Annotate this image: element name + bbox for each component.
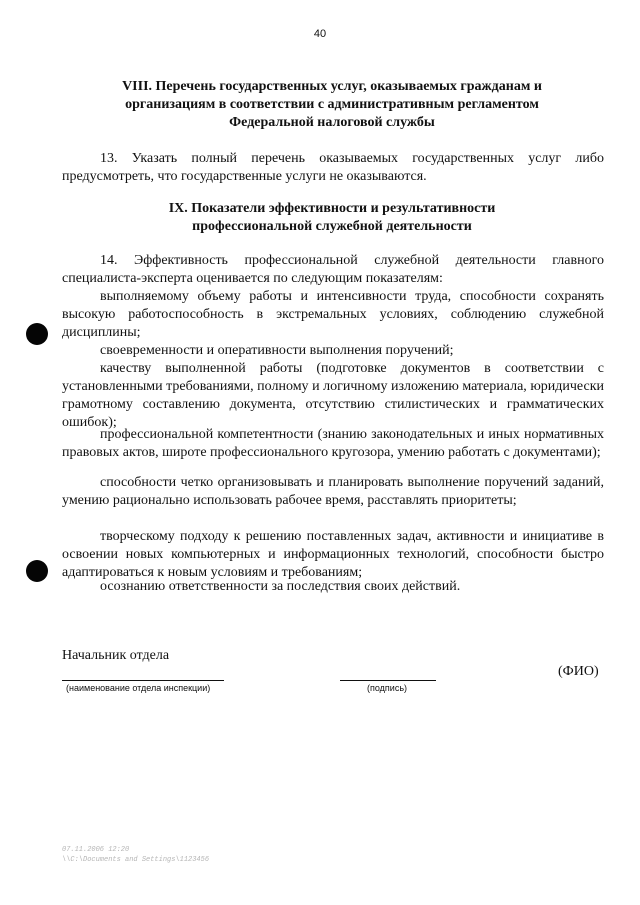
heading-line: Федеральной налоговой службы bbox=[229, 115, 435, 130]
punch-hole bbox=[26, 323, 48, 345]
section-8-heading bbox=[60, 78, 604, 132]
department-caption: (наименование отдела инспекции) bbox=[66, 683, 211, 693]
signature-line bbox=[340, 680, 436, 681]
indicator-paragraph: способности четко организовывать и планировать выполнение поручений заданий, умению рационально использовать рабочее время, расставлять приоритеты; bbox=[62, 475, 604, 508]
signature-title: Начальник отдела bbox=[62, 648, 170, 663]
indicator-paragraph: профессиональной компетентности (знанию законодательных и иных нормативных правовых актов, широте профессионального кругозора, умению работать с документами); bbox=[62, 427, 604, 460]
page-number: 40 bbox=[313, 28, 327, 40]
heading-line: профессиональной служебной деятельности bbox=[192, 219, 472, 234]
indicator-paragraph: творческому подходу к решению поставленных задач, активности и инициативе в освоении новых компьютерных и информационных технологий, способности быстро адаптироваться к новым условиям и требованиям; bbox=[62, 529, 604, 580]
item-14-intro: 14. Эффективность профессиональной служебной деятельности главного специалиста-эксперта оценивается по следующим показателям: bbox=[62, 253, 604, 286]
indicator-paragraph: осознанию ответственности за последствия своих действий. bbox=[100, 579, 461, 594]
section-9-heading bbox=[60, 200, 604, 236]
heading-line: организациям в соответствии с административным регламентом bbox=[125, 97, 539, 112]
indicator-paragraph: своевременности и оперативности выполнения поручений; bbox=[100, 343, 454, 358]
heading-line: IX. Показатели эффективности и результативности bbox=[168, 201, 496, 216]
signature-caption: (подпись) bbox=[367, 683, 408, 693]
indicator-paragraph: качеству выполненной работы (подготовке документов в соответствии с установленными требованиями, полному и логичному изложению материала, юридически грамотному составлению документа, отсутствию стилистических и грамматических ошибок); bbox=[62, 361, 604, 430]
indicator-paragraph: выполняемому объему работы и интенсивности труда, способности сохранять высокую работоспособность в экстремальных условиях, соблюдению служебной дисциплины; bbox=[62, 289, 604, 340]
department-line bbox=[62, 680, 224, 681]
footer-stamp-line: \\C:\Documents and Settings\1123456 bbox=[62, 856, 210, 864]
heading-line: VIII. Перечень государственных услуг, оказываемых гражданам и bbox=[122, 79, 542, 94]
footer-stamp-line: 07.11.2006 12:20 bbox=[62, 846, 130, 854]
fio-label: (ФИО) bbox=[558, 664, 599, 679]
punch-hole bbox=[26, 560, 48, 582]
item-13-paragraph: 13. Указать полный перечень оказываемых государственных услуг либо предусмотреть, что государственные услуги не оказываются. bbox=[62, 151, 604, 184]
